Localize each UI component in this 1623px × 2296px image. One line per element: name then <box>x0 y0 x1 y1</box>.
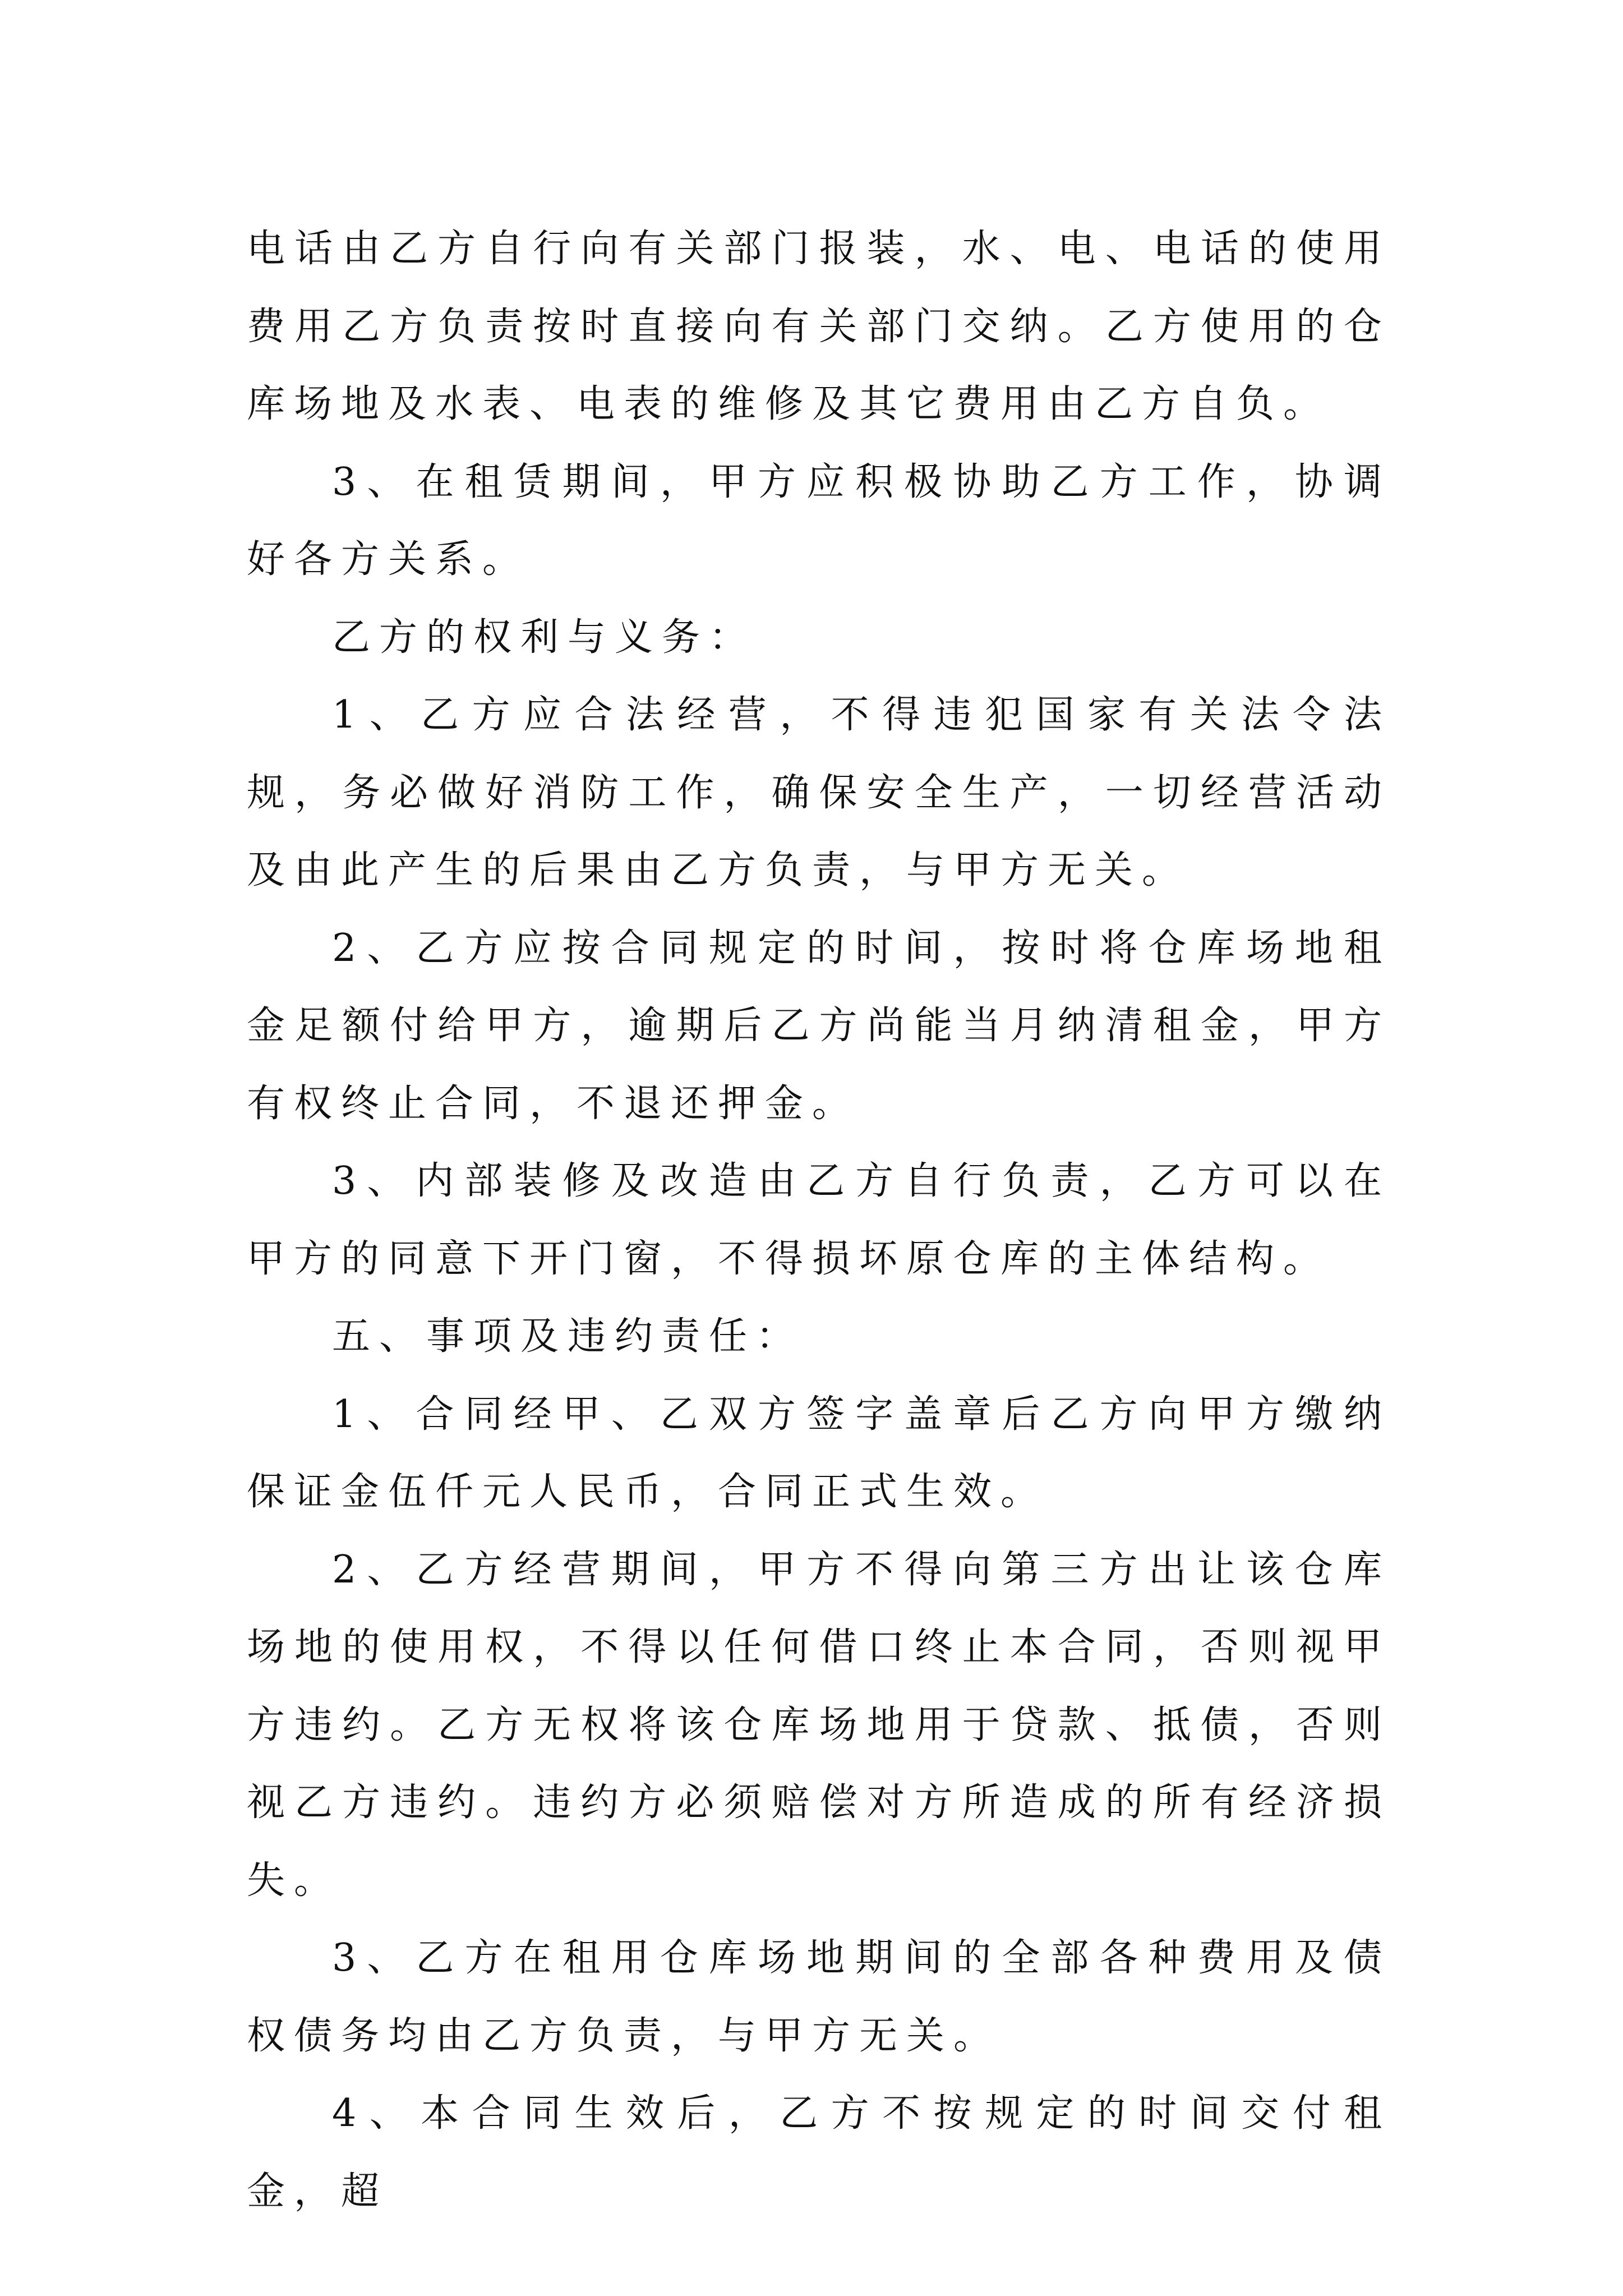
section-heading-party-b-rights: 乙方的权利与义务： <box>332 615 757 660</box>
paragraph-liability-clause-2: 2、乙方经营期间，甲方不得向第三方出让该仓库场地的使用权，不得以任何借口终止本合同，否则视甲方违约。乙方无权将该仓库场地用于贷款、抵债，否则视乙方违约。违约方必须赔偿对方所造成的所有经济损失。 <box>247 1547 1391 1903</box>
paragraph-party-b-clause-1: 1、乙方应合法经营，不得违犯国家有关法令法规，务必做好消防工作，确保安全生产，一切经营活动及由此产生的后果由乙方负责，与甲方无关。 <box>247 693 1391 892</box>
paragraph-party-b-clause-3: 3、内部装修及改造由乙方自行负责，乙方可以在甲方的同意下开门窗，不得损坏原仓库的主体结构。 <box>247 1159 1391 1281</box>
section-heading-liability: 五、事项及违约责任： <box>332 1314 804 1359</box>
paragraph-liability-clause-1: 1、合同经甲、乙双方签字盖章后乙方向甲方缴纳保证金伍仟元人民币，合同正式生效。 <box>247 1392 1391 1514</box>
paragraph-utilities: 电话由乙方自行向有关部门报装，水、电、电话的使用费用乙方负责按时直接向有关部门交纳。乙方使用的仓库场地及水表、电表的维修及其它费用由乙方自负。 <box>247 227 1391 426</box>
paragraph-party-a-clause-3: 3、在租赁期间，甲方应积极协助乙方工作，协调好各方关系。 <box>247 459 1391 582</box>
paragraph-liability-clause-4: 4、本合同生效后，乙方不按规定的时间交付租金，超 <box>247 2091 1391 2214</box>
paragraph-liability-clause-3: 3、乙方在租用仓库场地期间的全部各种费用及债权债务均由乙方负责，与甲方无关。 <box>247 1936 1391 2058</box>
paragraph-party-b-clause-2: 2、乙方应按合同规定的时间，按时将仓库场地租金足额付给甲方，逾期后乙方尚能当月纳清租金，甲方有权终止合同，不退还押金。 <box>247 926 1391 1126</box>
document-body <box>247 210 1391 2230</box>
